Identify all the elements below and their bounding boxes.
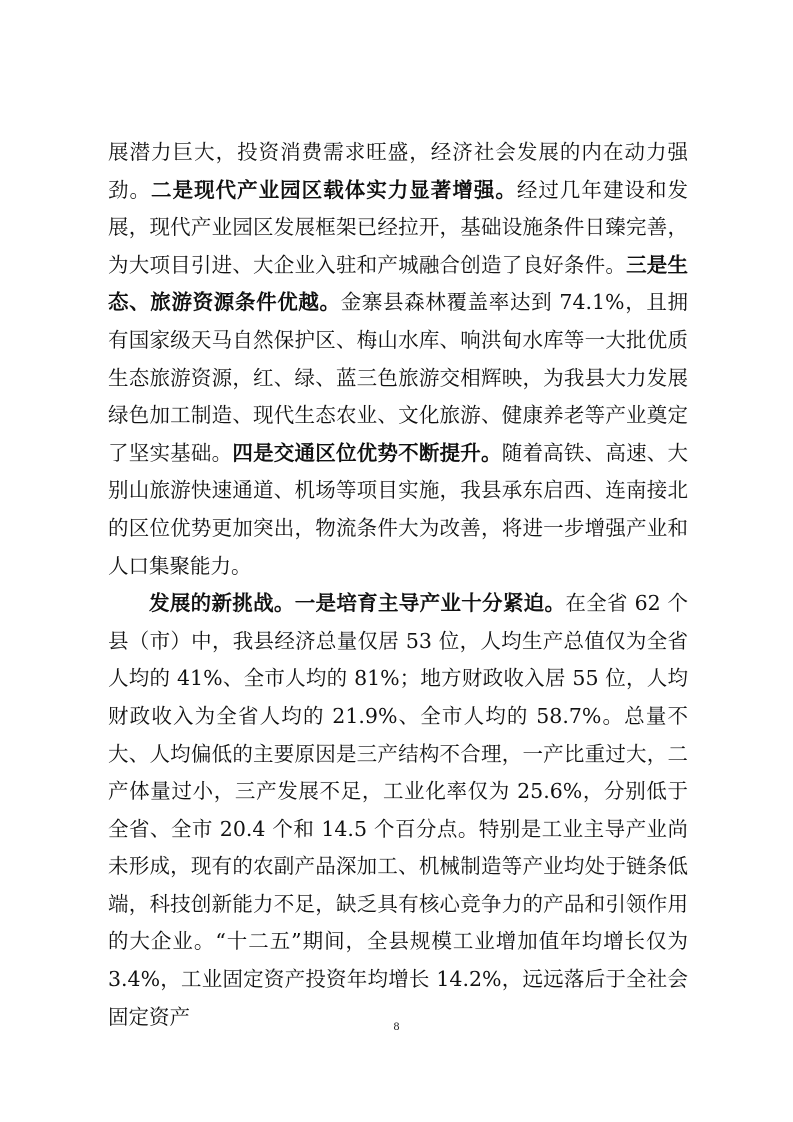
heading-new-challenges: 发展的新挑战。一是培育主导产业十分紧迫。 xyxy=(149,591,566,616)
paragraph-2 xyxy=(108,585,688,1036)
heading-transport-location: 四是交通区位优势不断提升。 xyxy=(232,440,502,465)
paragraph-2-text: 在全省 62 个县（市）中，我县经济总量仅居 53 位，人均生产总值仅为全省人均的 41%、全市人均的 81%；地方财政收入居 55 位，人均财政收入为全省人均的 21.9%、全市人均的 58.7%。总量不大、人均偏低的主要原因是三产结构不合理，一产比重过大，二产体量过小，三产发展不足，工业化率仅为 25.6%，分别低于全省、全市 20.4 个和 14.5 个百分点。特别是工业主导产业尚未形成，现有的农副产品深加工、机械制造等产业均处于链条低端，科技创新能力不足，缺乏具有核心竞争力的产品和引领作用的大企业。“十二五”期间，全县规模工业增加值年均增长仅为 3.4%，工业固定资产投资年均增长 14.2%，远远落后于全社会固定资产 xyxy=(108,591,689,1029)
paragraph-1 xyxy=(108,134,688,585)
page-number: 8 xyxy=(393,1019,400,1033)
paragraph-1-text: 金寨县森林覆盖率达到 74.1%，且拥有国家级天马自然保护区、梅山水库、响洪甸水库等一大批优质生态旅游资源，红、绿、蓝三色旅游交相辉映，为我县大力发展绿色加工制造、现代生态农业、文化旅游、健康养老等产业奠定了坚实基础。 xyxy=(108,290,689,465)
paragraph-1-text: 随着高铁、高速、大别山旅游快速通道、机场等项目实施，我县承东启西、连南接北的区位优势更加突出，物流条件大为改善，将进一步增强产业和人口集聚能力。 xyxy=(108,440,689,578)
paragraph-1-text: 经过几年建设和发展，现代产业园区发展框架已经拉开，基础设施条件日臻完善，为大项目引进、大企业入驻和产城融合创造了良好条件。 xyxy=(108,177,689,277)
paragraph-1-text: 展潜力巨大，投资消费需求旺盛，经济社会发展的内在动力强劲。 xyxy=(108,140,688,202)
body-text xyxy=(108,134,688,1036)
heading-modern-industrial-park: 二是现代产业园区载体实力显著增强。 xyxy=(151,177,517,202)
heading-ecology-tourism: 三是生态、旅游资源条件优越。 xyxy=(108,252,689,315)
